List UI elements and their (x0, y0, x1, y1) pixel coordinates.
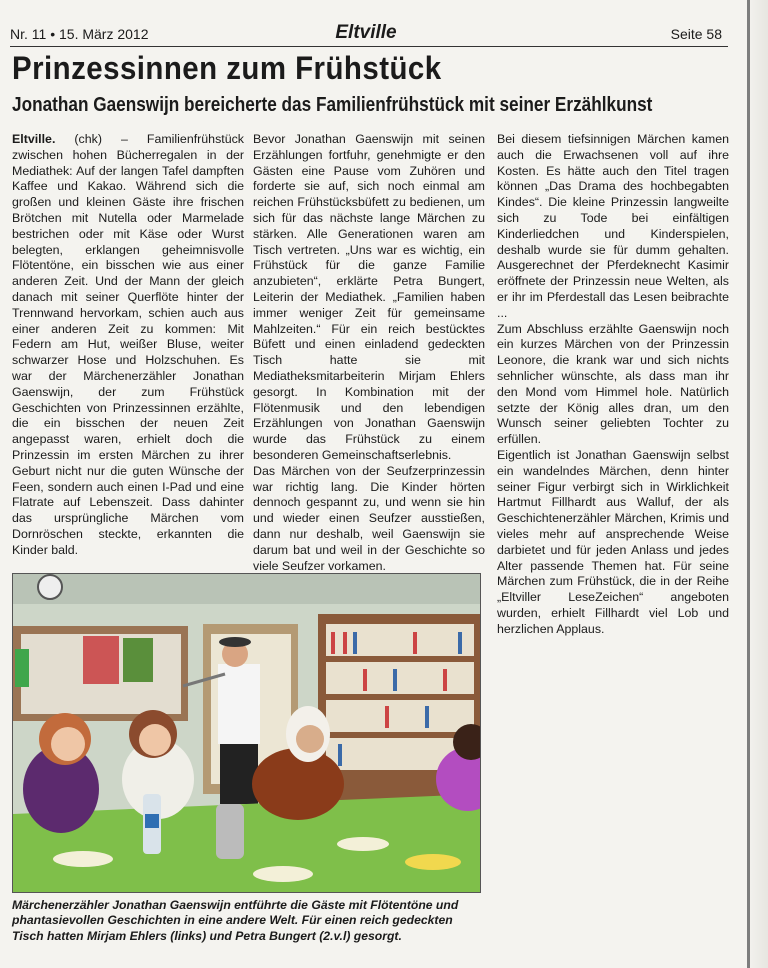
dateline: Eltville. (12, 132, 56, 146)
photo-illustration (13, 574, 480, 892)
page-number: Seite 58 (670, 26, 722, 42)
wall-clock-icon (38, 575, 62, 599)
article-column-3 (497, 132, 729, 638)
article-column-1 (12, 132, 244, 559)
column-3-paragraph-3: Eigentlich ist Jonathan Gaenswijn selbst ein wandelndes Märchen, denn hinter seiner Figur verbirgt sich in Wirklichkeit Hartmut Fillhardt aus Walluf, der als Geschichtenerzähler Märchen, Krimis und vieles mehr auf ansprechende Weise darbietet und für jeden Anlass und jedes Alter passende Themen hat. Für seine Märchen zum Frühstück, die in der Reihe „Eltviller LeseZeichen“ angeboten wurden, erhielt Fillhardt viel Lob und herzlichen Applaus. (497, 447, 729, 636)
column-3-paragraph-1: Bei diesem tiefsinnigen Märchen kamen auch die Erwachsenen voll auf ihre Kosten. Es hätte auch den Titel tragen können „Das Drama des hochbegabten Kindes“. Die kleine Prinzessin langweilte sich zu Tode bei einfältigen Kinderliedchen und Kinderspielen, deshalb wurde sie für dumm gehalten. Ausgerechnet der Pferdeknecht Kasimir eröffnete der Prinzessin neue Welten, als er ihr im Pferdestall das Lesen beibrachte ... (497, 132, 729, 320)
column-2-paragraph-1: Bevor Jonathan Gaenswijn mit seinen Erzählungen fortfuhr, genehmigte er den Gästen eine Pause vom Zuhören und forderte sie auf, sich noch einmal am reichen Frühstücksbüfett zu bedienen, um sich für das nächste lange Märchen zu stärken. Alle Generationen waren am Tisch vertreten. „Uns war es wichtig, ein Frühstück für die ganze Familie anzubieten“, erklärte Petra Bungert, Leiterin der Mediathek. „Familien haben immer weniger Zeit für gemeinsame Mahlzeiten.“ Für ein reich bestücktes Büfett und einen einladend gedeckten Tisch hatte sie mit Mediatheksmitarbeiterin Mirjam Ehlers gesorgt. In Kombination mit der Flötenmusik und den lebendigen Erzählungen von Jonathan Gaenswijn wurde das Frühstück zu einem besonderen Gemeinschaftserlebnis. (253, 132, 485, 462)
article-column-2 (253, 132, 485, 574)
article-headline: Prinzessinnen zum Frühstück (12, 50, 442, 86)
binding-line (747, 0, 750, 968)
column-1-text: (chk) – Familienfrühstück zwischen hohen Bücherregalen in der Mediathek: Auf der langen Tafel dampften Kaffee und Kakao. Während sich die großen und kleinen Gäste ihre frischen Brötchen mit Nutella oder Marmelade bestrichen oder mit Käse oder Wurst belegten, erklangen geheimnisvolle Flötentöne, ein bisschen wie aus einer anderen Zeit. Und der Mann der gleich danach mit seiner Querflöte hinter der Trennwand hervorkam, schien auch aus einer anderen Zeit zu kommen: Mit Federn am Hut, weißer Bluse, weiter schwarzer Hose und Holzschuhen. Es war der Märchenerzähler Jonathan Gaenswijn, der zum Frühstück Geschichten von Prinzessinnen erzählte, die ein bisschen der neuen Zeit angepasst waren, erhielt doch die Prinzessin im ersten Märchen zu ihrer Geburt nicht nur die guten Wünsche der Feen, sondern auch einen I-Pad und eine Flatrate auf Lebenszeit. Dass dahinter das ursprüngliche Märchen vom Dornröschen steckte, erkannten die Kinder bald. (12, 132, 244, 557)
article-subheadline: Jonathan Gaenswijn bereicherte das Familienfrühstück mit seiner Erzählkunst (12, 94, 653, 116)
page-header (10, 22, 722, 48)
header-divider (10, 46, 728, 47)
column-2-paragraph-2: Das Märchen von der Seufzerprinzessin war richtig lang. Die Kinder hörten dennoch gespannt zu, und wenn sie hin und wieder einen Seufzer ausstießen, dann nur deshalb, weil Gaenswijn sie darum bat und weil in der Geschichte so viele Seufzer vorkamen. (253, 463, 485, 573)
storyteller (218, 664, 260, 744)
photo-caption: Märchenerzähler Jonathan Gaenswijn entführte die Gäste mit Flötentöne und phantasievollen Geschichten in eine andere Welt. Für einen reich gedeckten Tisch hatten Mirjam Ehlers (links) und Petra Bungert (2.v.l) gesorgt. (12, 898, 459, 943)
issue-date: Nr. 11 • 15. März 2012 (10, 26, 149, 42)
column-1-paragraph (12, 132, 244, 559)
section-title: Eltville (335, 22, 397, 43)
article-photo (12, 573, 481, 893)
column-3-paragraph-2: Zum Abschluss erzählte Gaenswijn noch ein kurzes Märchen von der Prinzessin Leonore, die krank war und sich nichts sehnlicher wünschte, als dass man ihr den Mond vom Himmel hole. Natürlich setzte der König alles dran, um den Wunsch seiner geliebten Tochter zu erfüllen. (497, 321, 729, 447)
